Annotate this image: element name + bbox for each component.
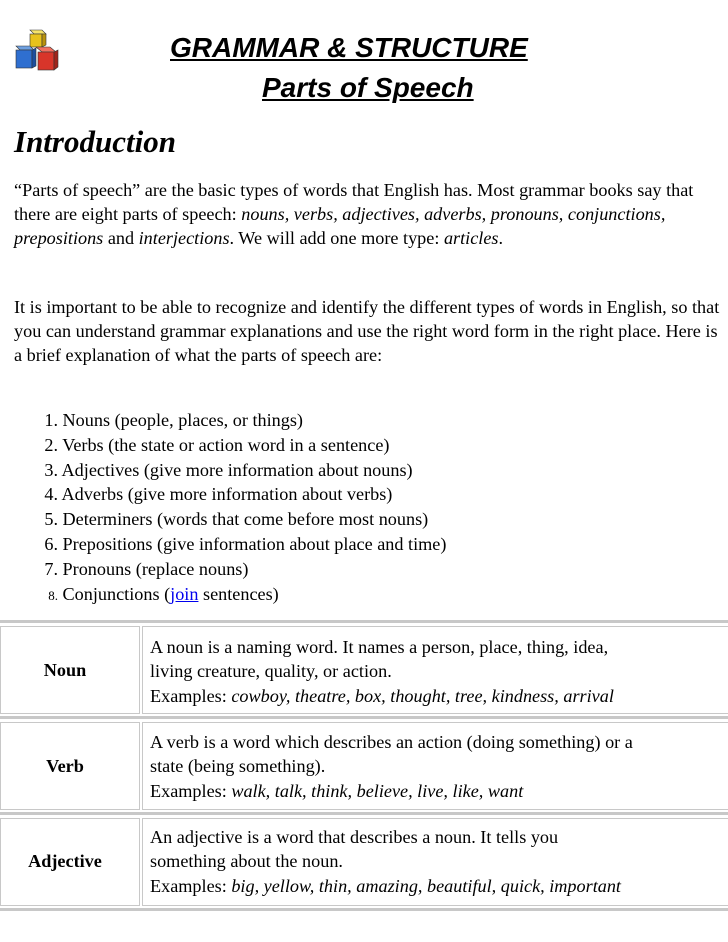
list-number: 7.: [44, 558, 58, 579]
row-divider: [0, 812, 728, 815]
intro-p1-end: .: [498, 228, 504, 249]
term-label: Noun: [43, 660, 87, 680]
intro-paragraph-2: It is important to be able to recognize and identify the different types of words in English, so that you can understand grammar explanations and use the right word form in the right place. Here is a brief explanation of what the parts of speech are:: [14, 297, 720, 366]
list-item: [14, 507, 446, 532]
page-title: GRAMMAR & STRUCTURE: [170, 32, 528, 63]
list-number: 2.: [44, 434, 58, 455]
list-item-text: Nouns (people, places, or things): [62, 410, 303, 430]
definition-line-1: An adjective is a word that describes a noun. It tells you: [150, 827, 559, 847]
list-item: [14, 433, 446, 458]
table-row: [0, 620, 728, 716]
list-item: [14, 532, 446, 557]
row-divider: [0, 620, 728, 623]
list-number: 3.: [44, 459, 58, 480]
list-item-text: Determiners (words that come before most nouns): [62, 509, 429, 530]
intro-p1-start: “Parts of speech” are the basic types of words that English has. Most grammar books say that there are eight parts of speech:: [14, 180, 694, 225]
parts-of-speech-list: [14, 408, 446, 608]
definition-line-2: state (being something).: [150, 756, 326, 777]
list-number: 8.: [48, 587, 58, 603]
definition-line-2: living creature, quality, or action.: [150, 661, 392, 682]
list-item-text: Prepositions (give information about place and time): [62, 533, 447, 554]
intro-paragraph-1: [14, 178, 722, 251]
list-item: [14, 582, 446, 609]
definition-examples: [150, 874, 725, 898]
examples-list: cowboy, theatre, box, thought, tree, kindness, arrival: [231, 685, 614, 706]
definition-line-2: something about the noun.: [150, 851, 343, 872]
definition-text: [150, 825, 725, 898]
examples-label: Examples:: [150, 685, 232, 706]
term-label: Adjective: [28, 851, 102, 871]
intro-p1-articles: articles: [443, 228, 499, 249]
definition-examples: [150, 779, 725, 803]
definition-line-1: A verb is a word which describes an action (doing something) or a: [150, 732, 633, 752]
intro-p1-and: and: [103, 228, 139, 249]
list-item: [14, 458, 446, 483]
table-row: [0, 716, 728, 812]
examples-label: Examples:: [150, 875, 232, 896]
page-subtitle: Parts of Speech: [262, 72, 474, 103]
list-number: 5.: [44, 509, 58, 530]
intro-p1-terms: nouns, verbs, adjectives, adverbs, pronouns, conjunctions, prepositions: [14, 204, 666, 249]
list-item-text: Adjectives (give more information about nouns): [61, 459, 413, 480]
intro-p1-interjections: interjections: [138, 228, 230, 249]
definition-text: [150, 635, 725, 708]
list-item-text-after: sentences): [198, 583, 279, 604]
examples-list: big, yellow, thin, amazing, beautiful, quick, important: [231, 875, 621, 896]
definition-text: [150, 730, 725, 803]
examples-list: walk, talk, think, believe, live, like, want: [231, 780, 524, 801]
list-item-text-before: Conjunctions (: [62, 583, 171, 604]
table-row: [0, 812, 728, 912]
section-heading-introduction: Introduction: [14, 124, 176, 159]
term-label: Verb: [46, 756, 84, 776]
definition-line-1: A noun is a naming word. It names a person, place, thing, idea,: [150, 637, 609, 657]
list-item-text: Adverbs (give more information about verbs): [61, 484, 393, 505]
list-item: [14, 408, 446, 433]
list-number: 4.: [44, 484, 58, 505]
join-link[interactable]: join: [170, 583, 199, 604]
row-divider: [0, 908, 728, 911]
list-number: 6.: [44, 533, 58, 554]
list-item: [14, 557, 446, 582]
definition-examples: [150, 684, 725, 708]
intro-p1-mid: . We will add one more type:: [229, 228, 444, 249]
list-number: 1.: [44, 410, 58, 430]
list-item: [14, 482, 446, 507]
toy-blocks-logo: [14, 28, 60, 72]
list-item-text: Pronouns (replace nouns): [62, 558, 249, 579]
list-item-text: Verbs (the state or action word in a sentence): [62, 434, 390, 455]
row-divider: [0, 716, 728, 719]
examples-label: Examples:: [150, 780, 232, 801]
